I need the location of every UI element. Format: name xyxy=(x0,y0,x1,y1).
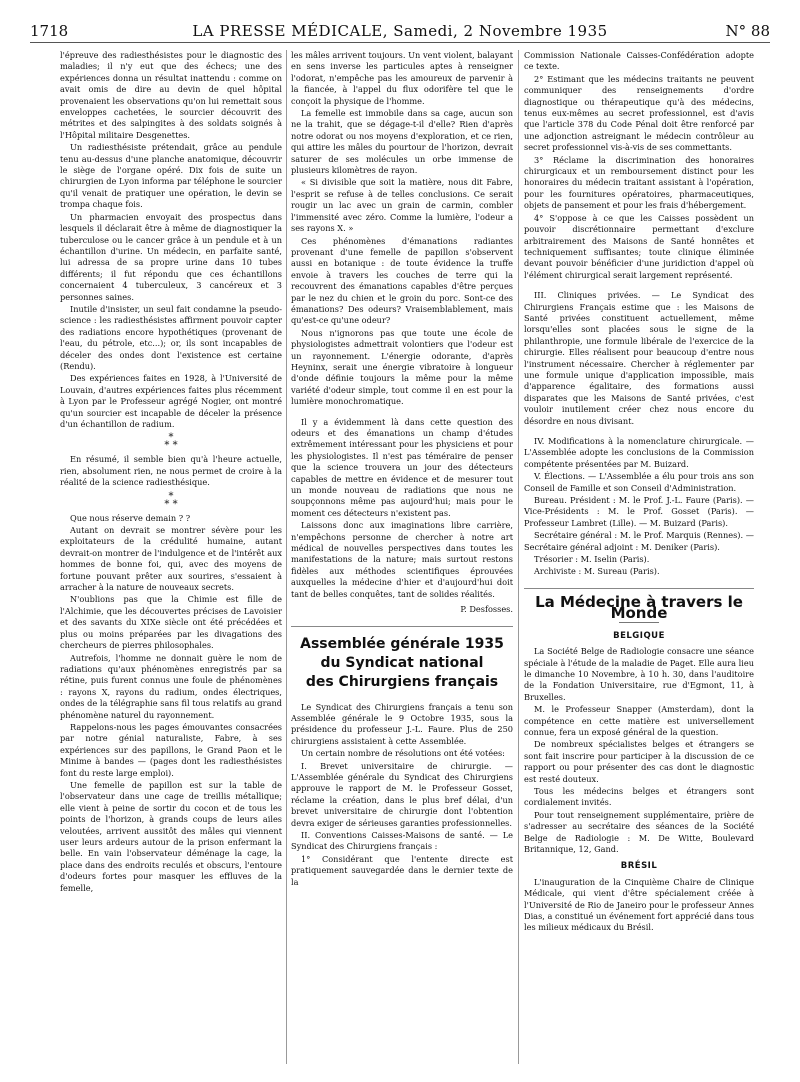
paragraph: Commission Nationale Caisses-Confédération adopte ce texte. xyxy=(524,50,754,72)
page-header xyxy=(30,20,770,43)
paragraph: les mâles arrivent toujours. Un vent violent, balayant en sens inverse les particules aptes à renseigner l'odorat, n'empêche pas les amoureux de parvenir à la fiancée, à l'appel du flux odorifère tel que le conçoit la physique de l'homme. xyxy=(291,50,513,106)
paragraph: M. le Professeur Snapper (Amsterdam), dont la compétence en cette matière est universellement connue, fera un exposé général de la question. xyxy=(524,704,754,737)
section-title: La Médecine à travers le Monde xyxy=(535,592,743,623)
author-signature: P. Desfosses. xyxy=(460,604,513,615)
article-divider xyxy=(291,626,513,627)
country-heading-belgique: BELGIQUE xyxy=(613,630,665,641)
paragraph: II. Conventions Caisses-Maisons de santé. — Le Syndicat des Chirurgiens français : xyxy=(291,829,513,852)
paragraph: V. Élections. — L'Assemblée a élu pour trois ans son Conseil de Famille et son Conseil d'Administration. xyxy=(524,471,754,493)
paragraph: 1° Considérant que l'entente directe est pratiquement sauvegardée dans le dernier texte de la xyxy=(291,853,513,887)
paragraph: 2° Estimant que les médecins traitants ne peuvent communiquer des renseignements d'ordre diagnostique ou thérapeutique qu'à des médecins, tenus eux-mêmes au secret professionnel, est d'avis que l'article 378 du Code Pénal doit être renforcé par une adjonction astreignant le médecin contrôleur au secret professionnel vis-à-vis de ses commettants. xyxy=(524,73,754,153)
paragraph: Laissons donc aux imaginations libre carrière, n'empêchons personne de chercher à notre art médical de nouvelles perspectives dans toutes les manifestations de la nature; mais surtout restons fidèles aux méthodes scientifiques éprouvées auxquelles la médecine d'hier et d'aujourd'hui doit tant de belles conquêtes, tant de solides réalités. xyxy=(291,520,513,599)
article-title: Assemblée générale 1935 du Syndicat national des Chirurgiens français xyxy=(300,635,504,690)
paragraph: Secrétaire général : M. le Prof. Marquis (Rennes). — Secrétaire général adjoint : M. Deniker (Paris). xyxy=(524,530,754,552)
paragraph: Une femelle de papillon est sur la table de l'observateur dans une cage de treillis métallique; elle vient à peine de sortir du cocon et de tous les points de l'horizon, à grands coups de leurs ailes veloutées, arrivent aussitôt des mâles qui viennent user leurs ardeurs autour de la prison enfermant la belle. En vain l'observateur déménage la cage, la place dans des endroits reculés et obscurs, l'entoure d'odeurs fortes pour masquer les effluves de la femelle, xyxy=(60,779,282,893)
paragraph: III. Cliniques privées. — Le Syndicat des Chirurgiens Français estime que : les Maisons de Santé privées constituent actuellement, même lorsqu'elles sont placées sous le signe de la philanthropie, une formule libérale de l'exercice de la chirurgie. Elles réalisent pour beaucoup d'entre nous l'instrument nécessaire. Chercher à réglementer par une formule unique d'application impossible, mais d'apparence égalitaire, des formations aussi disparates que les Maisons de Santé privées, c'est vouloir inutilement créer chez nous encore du désordre en nous divisant. xyxy=(524,290,754,426)
paragraph: IV. Modifications à la nomenclature chirurgicale. — L'Assemblée adopte les conclusions de la Commission compétente présentées par M. Buizard. xyxy=(524,436,754,469)
publication-title: LA PRESSE MÉDICALE, Samedi, 2 Novembre 1935 xyxy=(192,22,608,40)
paragraph: L'inauguration de la Cinquième Chaire de Clinique Médicale, qui vient d'être spécialement créée à l'Université de Rio de Janeiro pour le professeur Annes Dias, a constitué un événement fort apprécié dans tous les milieux médicaux du Brésil. xyxy=(524,876,754,933)
paragraph: Autrefois, l'homme ne donnait guère le nom de radiations qu'aux phénomènes enregistrés par sa rétine, puis furent connus une foule de phénomènes : rayons X, rayons du radium, ondes électriques, ondes de la télégraphie sans fil tous relatifs au grand phénomène naturel du rayonnement. xyxy=(60,652,282,720)
paragraph: Il y a évidemment là dans cette question des odeurs et des émanations un champ d'études extrêmement intéressant pour les physiciens et pour les physiologistes. Il n'est pas téméraire de penser que la science trouvera un jour des détecteurs capables de mettre en évidence et de mesurer tout un monde nouveau de radiations que nous ne soupçonnons même pas aujourd'hui; mais pour le moment ces détecteurs n'existent pas. xyxy=(291,416,513,518)
column-3 xyxy=(524,50,754,1072)
paragraph: Un certain nombre de résolutions ont été votées: xyxy=(301,748,505,759)
column-2 xyxy=(291,50,513,1072)
column-rule xyxy=(286,50,287,1064)
paragraph: Des expériences faites en 1928, à l'Université de Louvain, d'autres expériences faites plus récemment à Lyon par le Professeur agrégé Nogier, ont montré qu'un sourcier est incapable de déceler la présence d'un échantillon de radium. xyxy=(60,373,282,429)
paragraph: Bureau. Président : M. le Prof. J.-L. Faure (Paris). — Vice-Présidents : M. le Prof. Gosset (Paris). — Professeur Lambret (Lille). — M. Buizard (Paris). xyxy=(524,495,754,528)
section-break: * * * xyxy=(164,432,178,452)
column-rule xyxy=(518,50,519,1064)
paragraph: Rappelons-nous les pages émouvantes consacrées par notre génial naturaliste, Fabre, à ses expériences sur des papillons, le Grand Paon et le Minime à bandes — (pages dont les radiesthésistes font du reste large emploi). xyxy=(60,721,282,778)
section-break: * * * xyxy=(164,490,178,510)
paragraph: « Si divisible que soit la matière, nous dit Fabre, l'esprit se refuse à de telles conclusions. Ce serait rougir un lac avec un grain de carmin, combler l'immensité avec zéro. Comme la lumière, l'odeur a ses rayons X. » xyxy=(291,177,513,234)
paragraph: La Société Belge de Radiologie consacre une séance spéciale à l'étude de la maladie de Paget. Elle aura lieu le dimanche 10 Novembre, à 10 h. 30, dans l'auditoire de la Fondation Universitaire, rue d'Egmont, 11, à Bruxelles. xyxy=(524,646,754,702)
paragraph: Que nous réserve demain ? ? xyxy=(70,512,191,523)
paragraph: 4° S'oppose à ce que les Caisses possèdent un pouvoir discrétionnaire permettant d'exclure arbitrairement des Maisons de Santé honnêtes et techniquement suffisantes; toute clinique éliminée devant pouvoir bénéficier d'une juridiction d'appel où l'élément chirurgical serait largement représenté. xyxy=(524,212,754,280)
spacer xyxy=(524,282,754,290)
country-heading-bresil: BRÉSIL xyxy=(620,861,658,872)
paragraph: Ces phénomènes d'émanations radiantes provenant d'une femelle de papillon s'observent aussi en botanique : de toute évidence la truffe envoie à travers les couches de terre qui la recouvrent des émanations capables d'être perçues par le nez du chien et le groin du porc. Sont-ce des émanations? Des odeurs? Vraisemblablement, mais qu'est-ce qu'une odeur? xyxy=(291,235,513,326)
paragraph: En résumé, il semble bien qu'à l'heure actuelle, rien, absolument rien, ne nous permet de croire à la réalité de la science radiesthésique. xyxy=(60,454,282,488)
paragraph: Nous n'ignorons pas que toute une école de physiologistes admettrait volontiers que l'odeur est un rayonnement. L'énergie odorante, d'après Heyninx, serait une énergie vibratoire à longueur d'onde définie toujours la même pour la même variété d'odeur simple, tout comme il en est pour la lumière monochromatique. xyxy=(291,327,513,407)
paragraph: Tous les médecins belges et étrangers sont cordialement invités. xyxy=(524,785,754,808)
paragraph: I. Brevet universitaire de chirurgie. — L'Assemblée générale du Syndicat des Chirurgiens approuve le rapport de M. le Professeur Gosset, réclame la création, dans le plus bref délai, d'un brevet universitaire de chirurgie dont l'obtention devra exiger de sérieuses garanties professionnelles. xyxy=(291,760,513,828)
page-number: 1718 xyxy=(30,22,69,40)
paragraph: Pour tout renseignement supplémentaire, prière de s'adresser au secrétaire des séances de la Société Belge de Radiologie : M. De Witte, Boulevard Britannique, 12, Gand. xyxy=(524,809,754,854)
paragraph: Un radiesthésiste prétendait, grâce au pendule tenu au-dessus d'une planche anatomique, découvrir le siège de l'organe opéré. Dix fois de suite un chirurgien de Lyon informa par téléphone le sourcier qu'il venait de pratiquer une opération, le devin se trompa chaque fois. xyxy=(60,142,282,210)
paragraph: Autant on devrait se montrer sévère pour les exploitateurs de la crédulité humaine, autant devrait-on montrer de l'indulgence et de l'intérêt aux hommes de bonne foi, qui, avec des moyens de fortune pouvant prêter aux sourires, s'essaient à arracher à la nature de nouveaux secrets. xyxy=(60,525,282,593)
paragraph: Inutile d'insister, un seul fait condamne la pseudo-science : les radiesthésistes affirment pouvoir capter des radiations encore hypothétiques (provenant de l'eau, du pétrole, etc...); or, ils sont incapables de déceler des ondes dont l'existence est certaine (Rendu). xyxy=(60,303,282,371)
paragraph: De nombreux spécialistes belges et étrangers se sont fait inscrire pour participer à la discussion de ce rapport ou pour présenter des cas dont le diagnostic est resté douteux. xyxy=(524,739,754,784)
spacer xyxy=(291,409,513,417)
paragraph: Archiviste : M. Sureau (Paris). xyxy=(534,566,660,577)
issue-number: N° 88 xyxy=(725,22,770,40)
column-1 xyxy=(60,50,282,1072)
paragraph: La femelle est immobile dans sa cage, aucun son ne la trahit, que se dégage-t-il d'elle? Rien d'après notre odorat ou nos moyens d'exploration, et ce rien, qui attire les mâles du pourtour de l'horizon, devrait saturer de ses molécules un orbe immense de plusieurs kilomètres de rayon. xyxy=(291,108,513,176)
paragraph: l'épreuve des radiesthésistes pour le diagnostic des maladies; il n'y eut que des échecs; une des expériences donna un résultat inattendu : comme on avait omis de dire au devin de quel hôpital provenaient les observations qu'on lui remettait sous enveloppes cachetées, le sourcier découvrit des métrites et des salpingites à des soldats soignés à l'Hôpital militaire Desgenettes. xyxy=(60,50,282,140)
paragraph: Un pharmacien envoyait des prospectus dans lesquels il déclarait être à même de diagnostiquer la tuberculose ou le cancer grâce à un pendule et à un échantillon d'urine. Un médecin, en parfaite santé, lui adressa de sa propre urine dans 10 tubes différents; il fut répondu que ces échantillons concernaient 4 tuberculeux, 3 cancéreux et 3 personnes saines. xyxy=(60,211,282,302)
section-divider xyxy=(524,588,754,589)
paragraph: N'oublions pas que la Chimie est fille de l'Alchimie, que les découvertes précises de Lavoisier et des savants du XIXe siècle ont été précédées et plus ou moins préparées par les divagations des chercheurs de pierres philosophales. xyxy=(60,594,282,651)
spacer xyxy=(524,428,754,436)
paragraph: 3° Réclame la discrimination des honoraires chirurgicaux et un remboursement distinct pour les honoraires du médecin traitant assistant à l'opération, pour les fournitures opératoires, pharmaceutiques, objets de pansement et pour les frais d'hébergement. xyxy=(524,154,754,211)
paragraph: Trésorier : M. Iselin (Paris). xyxy=(534,554,650,565)
paragraph: Le Syndicat des Chirurgiens français a tenu son Assemblée générale le 9 Octobre 1935, sous la présidence du professeur J.-L. Faure. Plus de 250 chirurgiens assistaient à cette Assemblée. xyxy=(291,701,513,746)
